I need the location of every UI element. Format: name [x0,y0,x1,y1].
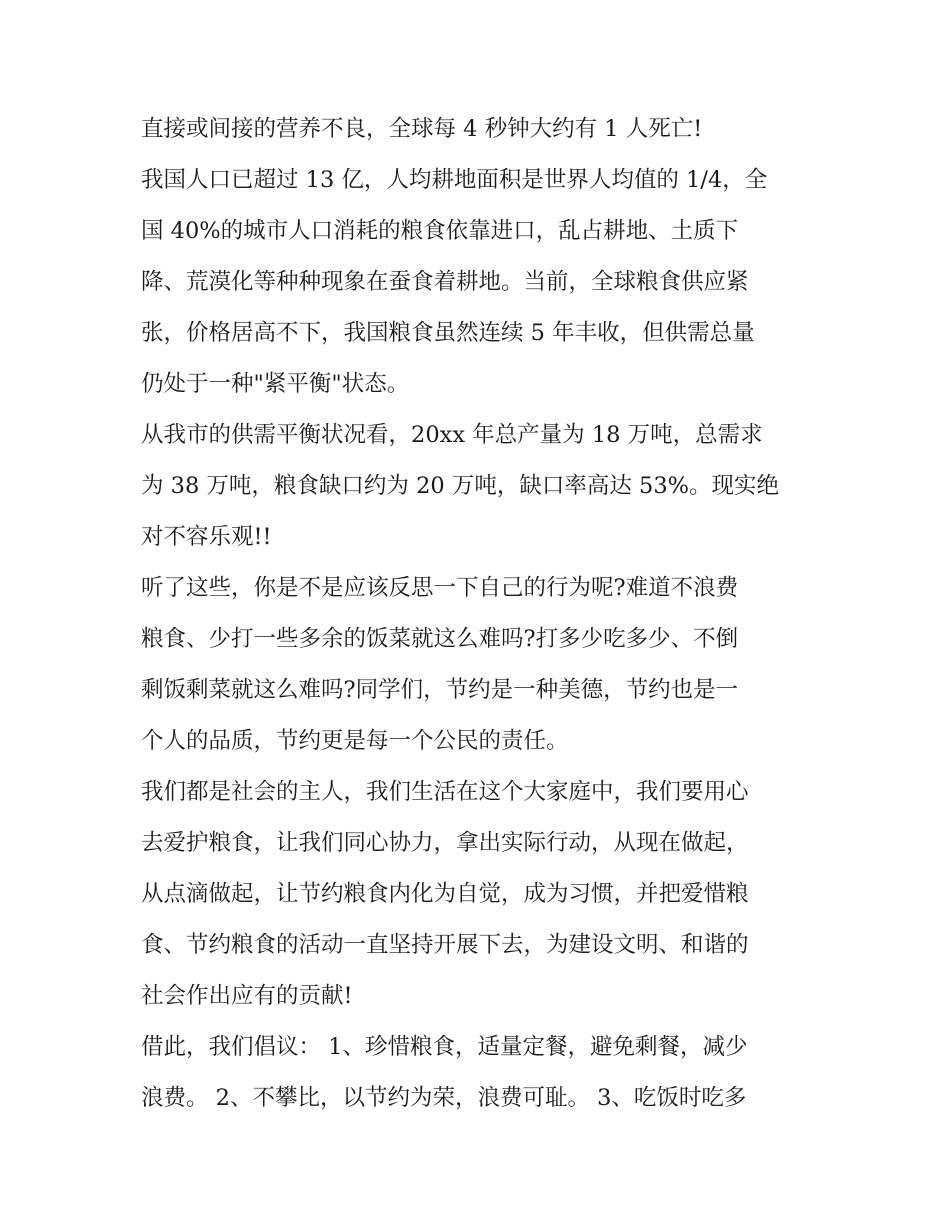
paragraph-population-farmland [141,155,811,410]
text-line: 粮食、少打一些多余的饭菜就这么难吗?打多少吃多少、不倒 [141,626,739,652]
paragraph-call-to-action [141,767,811,1022]
text-line: 社会作出应有的贡献! [141,983,353,1009]
text-line: 剩饭剩菜就这么难吗?同学们，节约是一种美德，节约也是一 [141,677,739,703]
text-line: 我国人口已超过 13 亿，人均耕地面积是世界人均值的 1/4，全 [141,167,768,193]
text-line: 降、荒漠化等种种现象在蚕食着耕地。当前，全球粮食供应紧 [141,269,749,295]
text-line: 从点滴做起，让节约粮食内化为自觉，成为习惯，并把爱惜粮 [141,881,749,907]
text-line: 浪费。 2、不攀比，以节约为荣，浪费可耻。 3、吃饭时吃多 [141,1085,747,1111]
document-body [141,104,811,1124]
paragraph-malnutrition [141,104,811,155]
text-line: 我们都是社会的主人，我们生活在这个大家庭中，我们要用心 [141,779,749,805]
text-line: 从我市的供需平衡状况看，20xx 年总产量为 18 万吨，总需求 [141,422,763,448]
text-line: 听了这些，你是不是应该反思一下自己的行为呢?难道不浪费 [141,575,739,601]
text-line: 对不容乐观!! [141,524,272,550]
text-line: 直接或间接的营养不良，全球每 4 秒钟大约有 1 人死亡! [141,116,703,142]
text-line: 张，价格居高不下，我国粮食虽然连续 5 年丰收，但供需总量 [141,320,755,346]
text-line: 国 40%的城市人口消耗的粮食依靠进口，乱占耕地、土质下 [141,218,739,244]
text-line: 食、节约粮食的活动一直坚持开展下去，为建设文明、和谐的 [141,932,749,958]
paragraph-city-supply-demand [141,410,811,563]
paragraph-proposal [141,1022,811,1124]
text-line: 为 38 万吨，粮食缺口约为 20 万吨，缺口率高达 53%。现实绝 [141,473,780,499]
text-line: 借此，我们倡议： 1、珍惜粮食，适量定餐，避免剩餐，减少 [141,1034,748,1060]
paragraph-reflection [141,563,811,767]
text-line: 去爱护粮食，让我们同心协力，拿出实际行动，从现在做起， [141,830,749,856]
text-line: 仍处于一种"紧平衡"状态。 [141,371,410,397]
text-line: 个人的品质，节约更是每一个公民的责任。 [141,728,569,754]
